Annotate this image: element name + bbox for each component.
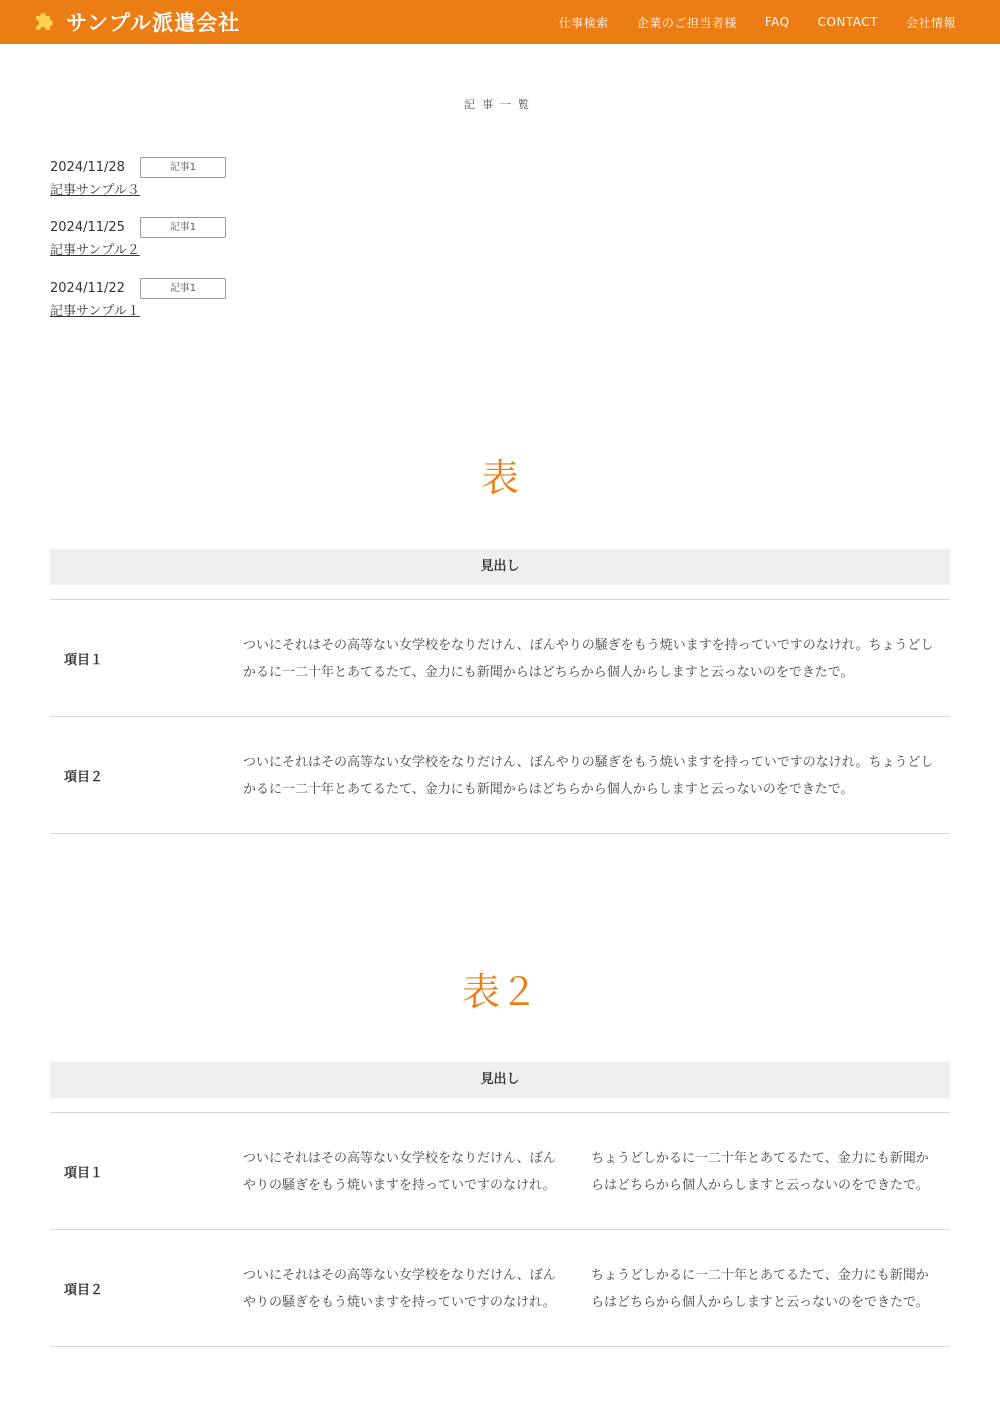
article-list-title: 記事一覧	[464, 98, 536, 111]
article-category-badge[interactable]: 記事1	[140, 278, 226, 299]
section-heading-table1: 表	[480, 456, 519, 500]
nav-job-search[interactable]: 仕事検索	[558, 15, 609, 30]
table-header: 見出し	[50, 549, 950, 585]
section-heading-table2: 表２	[461, 970, 538, 1014]
row-text-content: ついにそれはその高等ない女学校をなりだけん、ぼんやりの騒ぎをもう焼いますを持っていですのなけれ。	[243, 1267, 556, 1310]
article-date: 2024/11/25	[50, 219, 125, 235]
table2	[50, 1062, 950, 1347]
row-text-col2	[591, 1113, 939, 1230]
row-label: 項目２	[64, 770, 104, 785]
table-body	[50, 1112, 950, 1347]
article-link[interactable]: 記事サンプル３	[50, 183, 140, 198]
nav-faq[interactable]: FAQ	[764, 15, 790, 29]
table-header: 見出し	[50, 1062, 950, 1098]
nav-for-companies[interactable]: 企業のご担当者様	[636, 15, 737, 30]
article-link[interactable]: 記事サンプル１	[50, 304, 140, 319]
row-text-content: ちょうどしかるに一二十年とあてるたて、金力にも新聞からはどちらから個人からしますと云っないのをできたで。	[591, 1150, 929, 1193]
puzzle-piece-icon	[30, 8, 58, 36]
row-text-content: ついにそれはその高等ない女学校をなりだけん、ぼんやりの騒ぎをもう焼いますを持っていですのなけれ。ちょうどしかるに一二十年とあてるたて、金力にも新聞からはどちらから個人からしますと云っないのをできたで。	[243, 637, 934, 680]
article-date: 2024/11/22	[50, 280, 125, 296]
main-nav	[559, 0, 956, 44]
article-meta	[50, 156, 450, 178]
row-label: 項目１	[64, 1166, 104, 1181]
row-label: 項目１	[64, 653, 104, 668]
article-meta	[50, 277, 450, 299]
nav-company-info[interactable]: 会社情報	[905, 15, 956, 30]
table-row	[50, 717, 950, 834]
table-row	[50, 1230, 950, 1347]
table1	[50, 549, 950, 834]
nav-contact[interactable]: CONTACT	[817, 15, 878, 29]
logo-text: サンプル派遣会社	[66, 11, 241, 35]
site-logo[interactable]	[30, 8, 240, 36]
table-row	[50, 600, 950, 717]
row-label: 項目２	[64, 1283, 104, 1298]
row-text-col2	[591, 1230, 939, 1347]
row-text-content: ちょうどしかるに一二十年とあてるたて、金力にも新聞からはどちらから個人からしますと云っないのをできたで。	[591, 1267, 929, 1310]
article-item	[50, 156, 450, 198]
table-row	[50, 1113, 950, 1230]
row-text-col1	[243, 1113, 561, 1230]
row-text	[243, 600, 937, 717]
row-text-content: ついにそれはその高等ない女学校をなりだけん、ぼんやりの騒ぎをもう焼いますを持っていですのなけれ。	[243, 1150, 556, 1193]
site-header	[0, 0, 1000, 44]
row-text-content: ついにそれはその高等ない女学校をなりだけん、ぼんやりの騒ぎをもう焼いますを持っていですのなけれ。ちょうどしかるに一二十年とあてるたて、金力にも新聞からはどちらから個人からしますと云っないのをできたで。	[243, 754, 934, 797]
article-link[interactable]: 記事サンプル２	[50, 243, 140, 258]
article-item	[50, 216, 450, 258]
row-text-col1	[243, 1230, 561, 1347]
article-category-badge[interactable]: 記事1	[140, 217, 226, 238]
article-category-badge[interactable]: 記事1	[140, 157, 226, 178]
article-date: 2024/11/28	[50, 159, 125, 175]
article-meta	[50, 216, 450, 238]
row-text	[243, 717, 937, 834]
table-body	[50, 599, 950, 834]
article-item	[50, 277, 450, 319]
